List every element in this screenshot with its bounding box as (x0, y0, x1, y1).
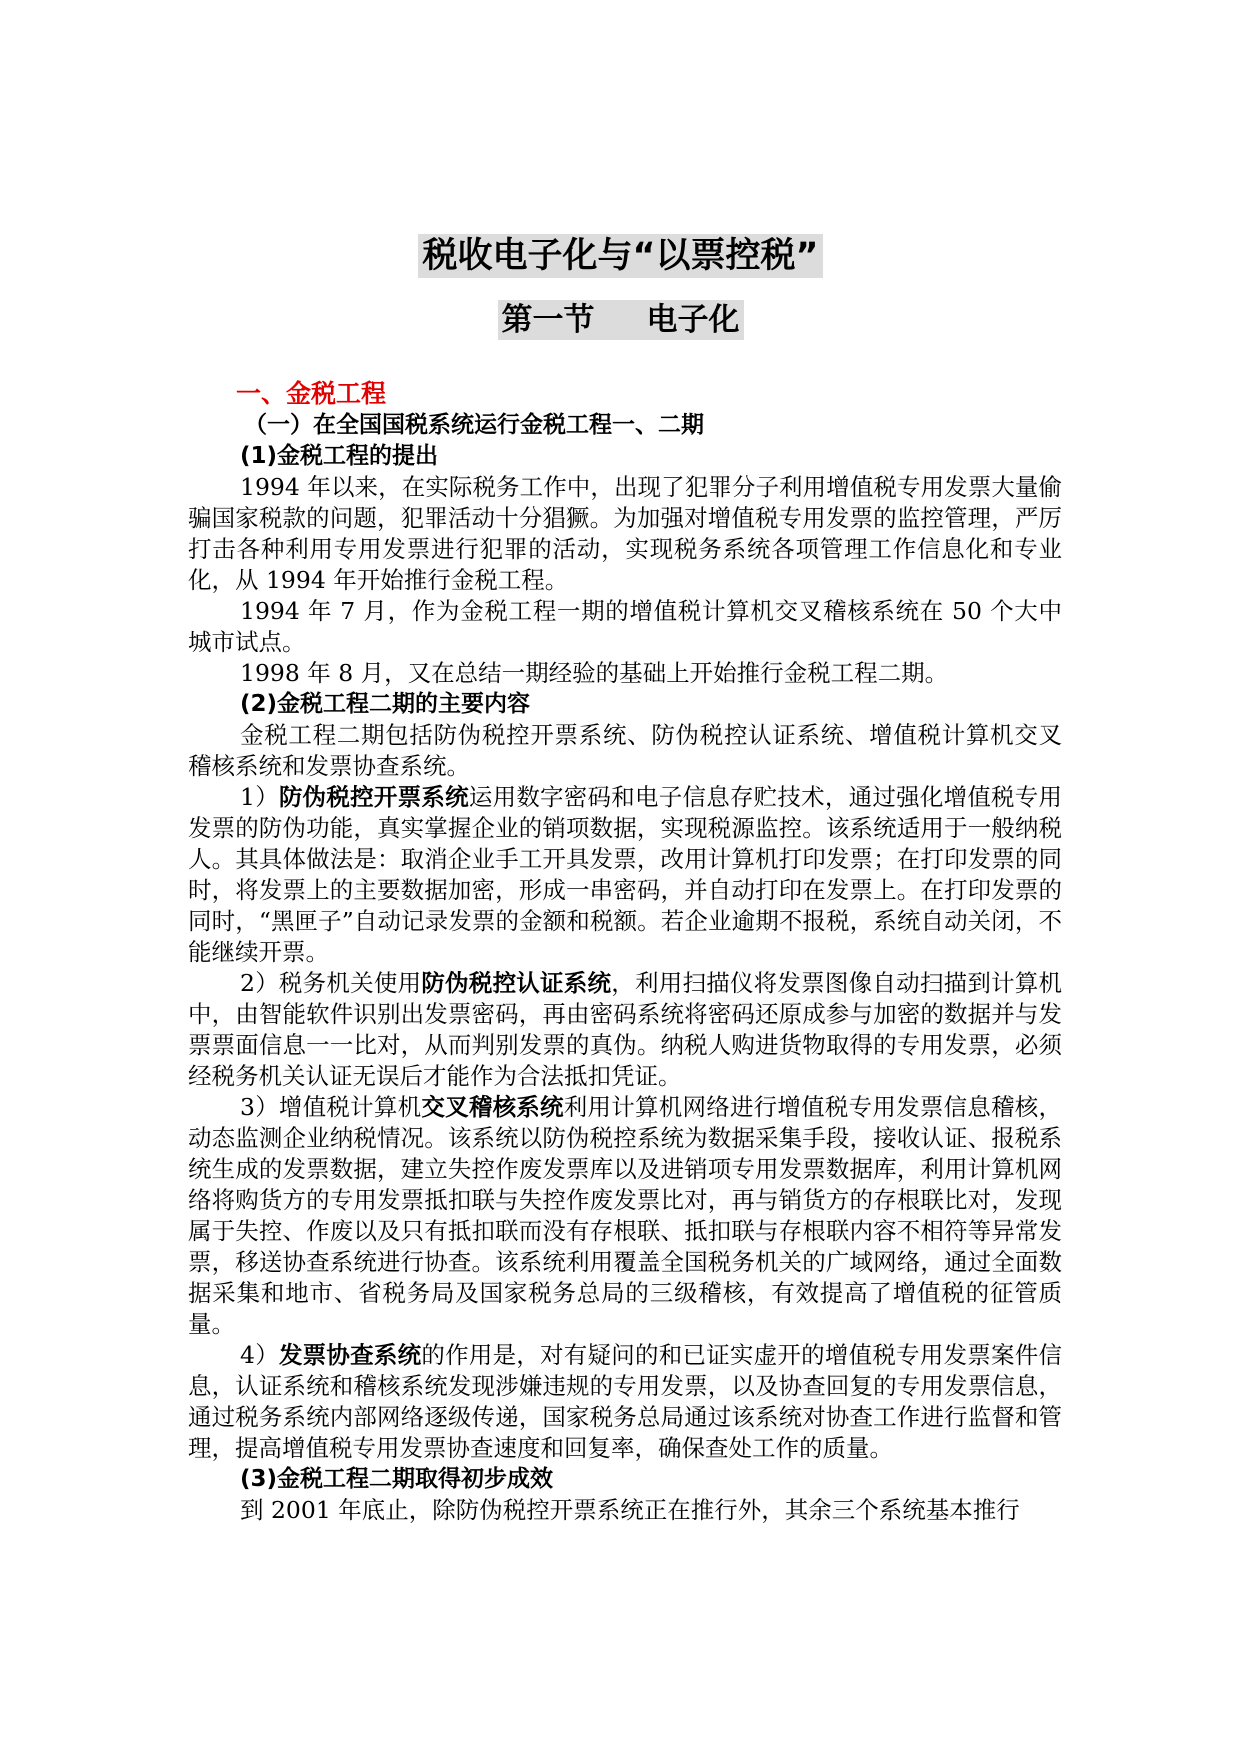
paragraph: 到 2001 年底止，除防伪税控开票系统正在推行外，其余三个系统基本推行 (240, 1496, 1020, 1524)
paragraph: 1998 年 8 月，又在总结一期经验的基础上开始推行金税工程二期。 (240, 659, 949, 687)
document-title-text: 税收电子化与“以票控税” (418, 234, 822, 278)
item-prefix: 3）增值税计算机 (240, 1093, 422, 1121)
paragraph: 金税工程二期包括防伪税控开票系统、防伪税控认证系统、增值税计算机交叉稽核系统和发票协查系统。 (188, 721, 1062, 780)
item-bold-term: 交叉稽核系统 (421, 1093, 564, 1121)
item-text: 的作用是，对有疑问的和已证实虚开的增值税专用发票案件信息，认证系统和稽核系统发现涉嫌违规的专用发票，以及协查回复的专用发票信息，通过税务系统内部网络逐级传递，国家税务总局通过该系统对协查工作进行监督和管理，提高增值税专用发票协查速度和回复率，确保查处工作的质量。 (188, 1341, 1063, 1462)
paragraph: 1994 年 7 月，作为金税工程一期的增值税计算机交叉稽核系统在 50 个大中城市试点。 (188, 597, 1062, 656)
item-prefix: 1） (240, 783, 279, 811)
item-bold-term: 发票协查系统 (278, 1341, 422, 1369)
section-heading-text (498, 300, 744, 340)
section-gap (595, 326, 647, 330)
subheading-1: (1)金税工程的提出 (240, 443, 439, 469)
section-name: 电子化 (646, 302, 740, 338)
section-heading (0, 294, 1241, 339)
section-label: 第一节 (501, 302, 595, 338)
item-prefix: 4） (240, 1341, 279, 1369)
list-item-3 (188, 1092, 1062, 1340)
heading-level-1: 一、金税工程 (236, 379, 387, 408)
item-prefix: 2）税务机关使用 (240, 969, 422, 997)
list-item-1 (188, 782, 1062, 968)
subheading-2: (2)金税工程二期的主要内容 (240, 691, 531, 717)
list-item-2 (188, 968, 1062, 1092)
document-title (0, 228, 1241, 278)
document-body (188, 378, 1062, 1526)
item-bold-term: 防伪税控开票系统 (278, 783, 469, 811)
heading-level-2: （一）在全国国税系统运行金税工程一、二期 (244, 412, 704, 438)
item-text: 利用计算机网络进行增值税专用发票信息稽核，动态监测企业纳税情况。该系统以防伪税控系统为数据采集手段，接收认证、报税系统生成的发票数据，建立失控作废发票库以及进销项专用发票数据库，利用计算机网络将购货方的专用发票抵扣联与失控作废发票比对，再与销货方的存根联比对，发现属于失控、作废以及只有抵扣联而没有存根联、抵扣联与存根联内容不相符等异常发票，移送协查系统进行协查。该系统利用覆盖全国税务机关的广域网络，通过全面数据采集和地市、省税务局及国家税务总局的三级稽核，有效提高了增值税的征管质量。 (188, 1093, 1063, 1338)
item-text: ，利用扫描仪将发票图像自动扫描到计算机中，由智能软件识别出发票密码，再由密码系统将密码还原成参与加密的数据并与发票票面信息一一比对，从而判别发票的真伪。纳税人购进货物取得的专用发票，必须经税务机关认证无误后才能作为合法抵扣凭证。 (188, 969, 1063, 1090)
item-bold-term: 防伪税控认证系统 (421, 969, 612, 997)
item-text: 运用数字密码和电子信息存贮技术，通过强化增值税专用发票的防伪功能，真实掌握企业的销项数据，实现税源监控。该系统适用于一般纳税人。其具体做法是：取消企业手工开具发票，改用计算机打印发票；在打印发票的同时，将发票上的主要数据加密，形成一串密码，并自动打印在发票上。在打印发票的同时，“黑匣子”自动记录发票的金额和税额。若企业逾期不报税，系统自动关闭，不能继续开票。 (188, 783, 1063, 966)
subheading-3: (3)金税工程二期取得初步成效 (240, 1466, 554, 1492)
list-item-4 (188, 1340, 1062, 1464)
paragraph: 1994 年以来，在实际税务工作中，出现了犯罪分子利用增值税专用发票大量偷骗国家税款的问题，犯罪活动十分猖獗。为加强对增值税专用发票的监控管理，严厉打击各种利用专用发票进行犯罪的活动，实现税务系统各项管理工作信息化和专业化，从 1994 年开始推行金税工程。 (188, 473, 1062, 594)
